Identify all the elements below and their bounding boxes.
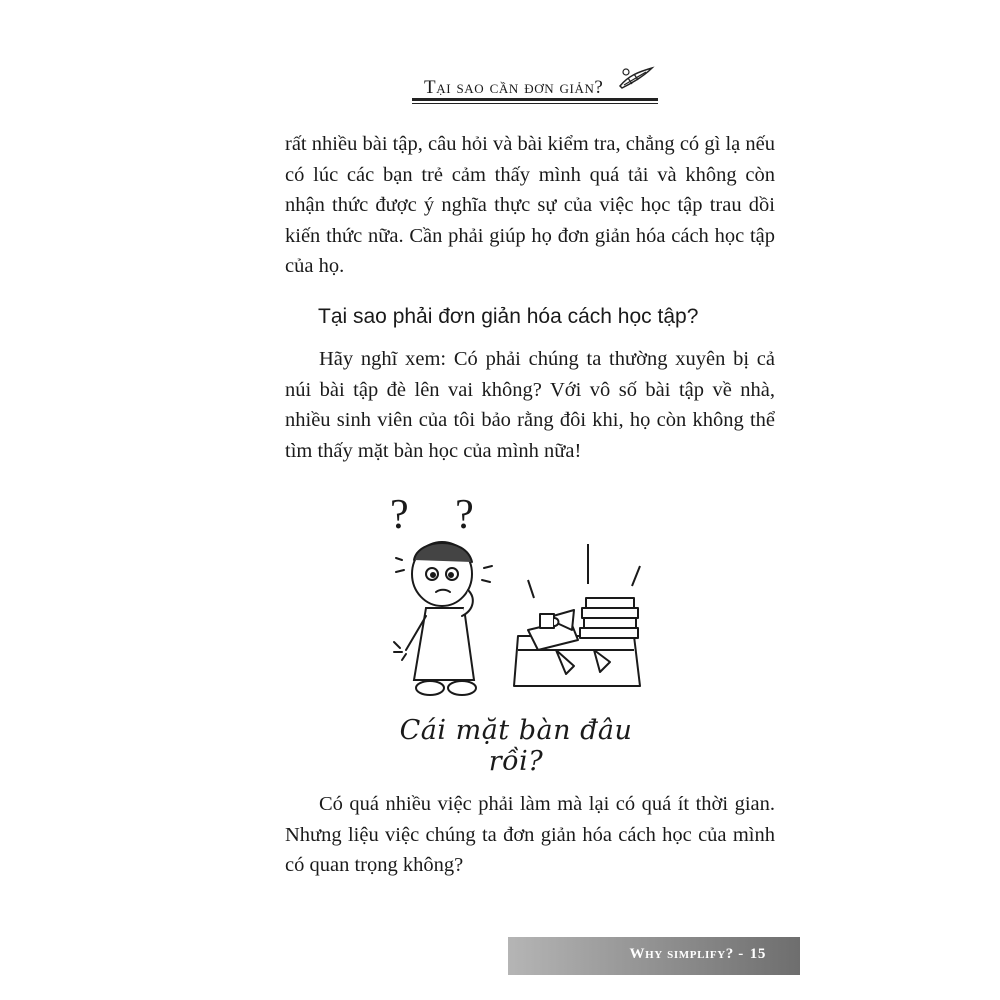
footer-band <box>508 937 800 975</box>
running-header-title: Tại sao cần đơn giản? <box>424 77 604 98</box>
messy-desk-illustration <box>378 490 668 710</box>
feather-ornament-icon <box>616 64 656 94</box>
body-paragraph-2 <box>285 344 775 466</box>
illustration-caption: Cái mặt bàn đâu rồi? <box>399 715 633 777</box>
header-rule <box>412 98 658 104</box>
page-number: 15 <box>749 946 766 962</box>
body-paragraph-1 <box>285 129 775 282</box>
paragraph-text: rất nhiều bài tập, câu hỏi và bài kiểm tra, chẳng có gì lạ nếu có lúc các bạn trẻ cảm thấy mình quá tải và không còn nhận thức được ý nghĩa thực sự của việc học tập trau dồi kiến thức nữa. Cần phải giúp họ đơn giản hóa cách học tập của họ. <box>285 133 775 277</box>
section-heading: Tại sao phải đơn giản hóa cách học tập? <box>318 305 699 328</box>
running-header <box>412 72 662 112</box>
question-marks: ? ? <box>390 492 492 538</box>
body-paragraph-3 <box>285 789 775 881</box>
footer-title: Why simplify? - <box>629 946 744 962</box>
footer-label <box>630 946 766 963</box>
paragraph-text: Có quá nhiều việc phải làm mà lại có quá ít thời gian. Nhưng liệu việc chúng ta đơn giản hóa cách học của mình có quan trọng không? <box>285 793 775 876</box>
paragraph-text: Hãy nghĩ xem: Có phải chúng ta thường xuyên bị cả núi bài tập đè lên vai không? Với vô số bài tập về nhà, nhiều sinh viên của tôi bảo rằng đôi khi, họ còn không thể tìm thấy mặt bàn học của mình nữa! <box>285 348 775 462</box>
